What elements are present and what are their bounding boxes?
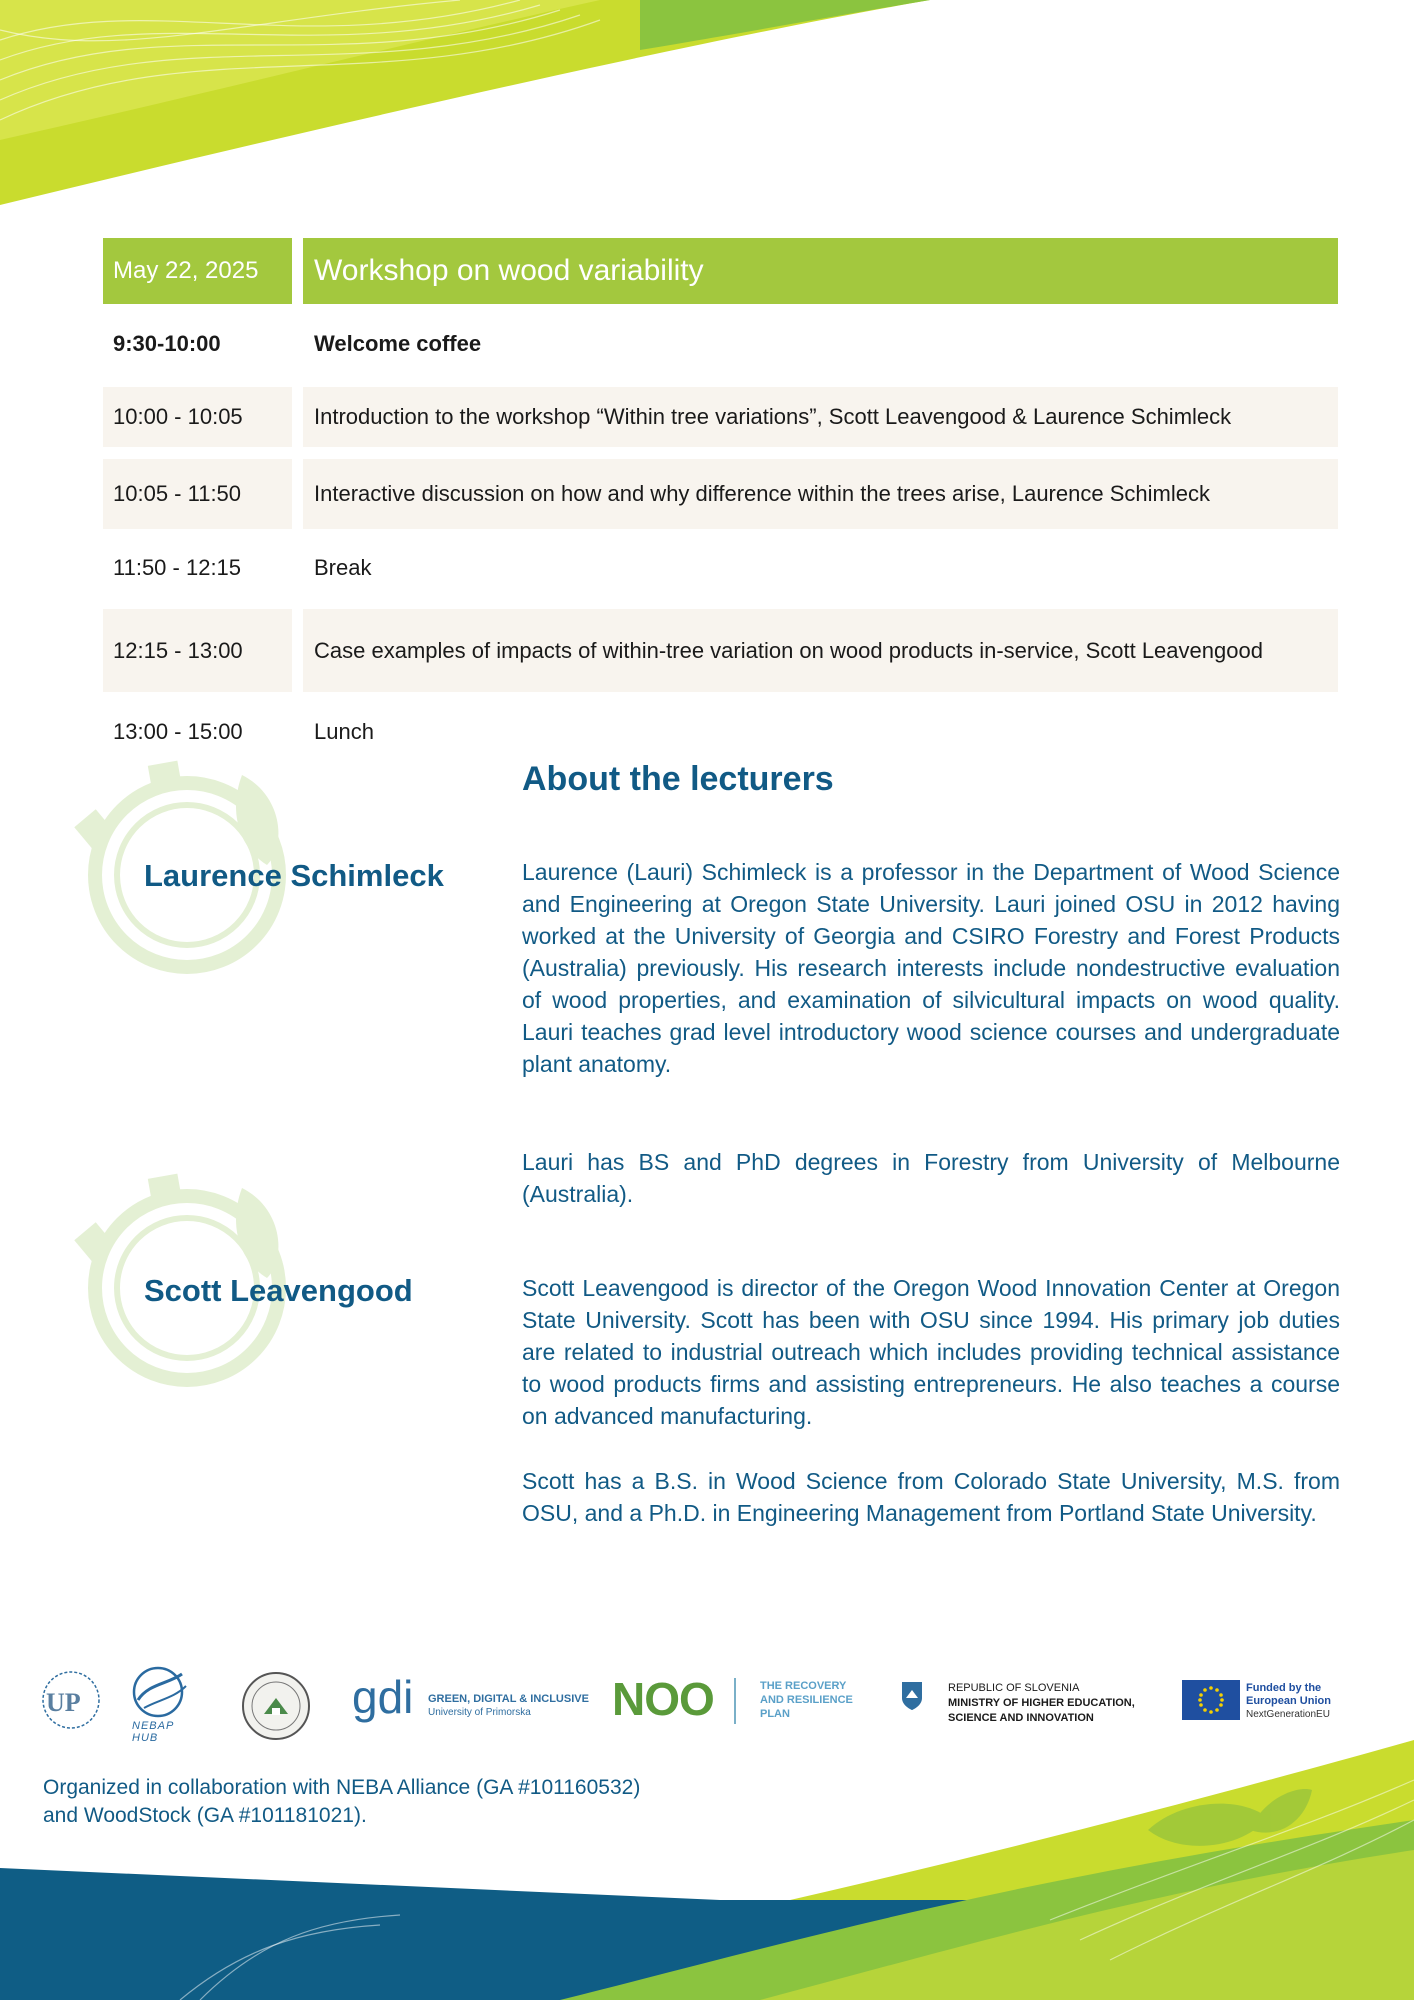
row-activity: Interactive discussion on how and why difference within the trees arise, Laurence Schimleck xyxy=(303,459,1338,529)
schedule-row xyxy=(103,702,1338,762)
eu-flag-icon xyxy=(1182,1680,1240,1720)
row-activity: Welcome coffee xyxy=(314,331,482,356)
lecturer-name: Laurence Schimleck xyxy=(144,858,444,893)
lecturer-degrees: Scott has a B.S. in Wood Science from Colorado State University, M.S. from OSU, and a Ph.D. in Engineering Management from Portland State University. xyxy=(522,1468,1340,1526)
schedule-row xyxy=(103,538,1338,598)
collaboration-line-1: Organized in collaboration with NEBA Alliance (GA #101160532) xyxy=(43,1776,641,1799)
schedule-header xyxy=(103,238,1338,304)
row-time: 13:00 - 15:00 xyxy=(113,719,243,744)
row-activity: Case examples of impacts of within-tree variation on wood products in-service, Scott Leavengood xyxy=(303,609,1338,692)
top-decoration xyxy=(0,0,1414,210)
row-time: 9:30-10:00 xyxy=(113,331,221,356)
row-activity: Lunch xyxy=(314,719,374,744)
row-time: 11:50 - 12:15 xyxy=(113,555,242,580)
collaboration-note xyxy=(43,1774,640,1830)
gdi-logo: gdi GREEN, DIGITAL & INCLUSIVE University of Primorska xyxy=(352,1671,589,1723)
up-university-logo: UP xyxy=(40,1662,102,1738)
row-activity: Introduction to the workshop “Within tree variations”, Scott Leavengood & Laurence Schimleck xyxy=(303,387,1338,447)
workshop-date: May 22, 2025 xyxy=(103,238,292,304)
nebap-hub-logo: NEBAP HUB xyxy=(124,1664,202,1740)
schedule-row xyxy=(103,387,1338,447)
row-time: 12:15 - 13:00 xyxy=(103,609,292,692)
seal-logo xyxy=(240,1670,312,1742)
schedule-row xyxy=(103,609,1338,692)
section-title: About the lecturers xyxy=(522,760,834,798)
schedule-row xyxy=(103,314,1338,374)
slovenia-coat-of-arms-icon xyxy=(900,1680,924,1712)
row-time: 10:05 - 11:50 xyxy=(103,459,292,529)
workshop-title: Workshop on wood variability xyxy=(303,238,1338,304)
row-time: 10:00 - 10:05 xyxy=(103,387,292,447)
noo-recovery-plan-logo: NOO THE RECOVERY AND RESILIENCE PLAN xyxy=(612,1673,853,1725)
lecturer-bio: Laurence (Lauri) Schimleck is a professor in the Department of Wood Science and Engineering at Oregon State University. Lauri joined OSU in 2012 having worked at the University of Georgia and CSIRO Forestry and Forest Products (Australia) previously. His research interests include nondestructive evaluation of wood properties, and examination of silvicultural impacts on wood quality. Lauri teaches grad level introductory wood science courses and undergraduate plant anatomy. xyxy=(522,859,1340,1077)
collaboration-line-2: and WoodStock (GA #101181021). xyxy=(43,1804,367,1827)
lecturer-bio: Scott Leavengood is director of the Oregon Wood Innovation Center at Oregon State University. Scott has been with OSU since 1994. His primary job duties are related to industrial outreach which includes providing technical assistance to wood products firms and assisting entrepreneurs. He also teaches a course on advanced manufacturing. xyxy=(522,1275,1340,1429)
eu-funding-logo: Funded by the European Union NextGenerationEU xyxy=(1182,1680,1342,1724)
row-activity: Break xyxy=(314,555,372,580)
slovenia-ministry-logo: REPUBLIC OF SLOVENIA MINISTRY OF HIGHER EDUCATION, SCIENCE AND INNOVATION xyxy=(900,1678,1160,1734)
schedule-row xyxy=(103,459,1338,529)
lecturer-name: Scott Leavengood xyxy=(144,1273,413,1308)
lecturer-degrees: Lauri has BS and PhD degrees in Forestry from University of Melbourne (Australia). xyxy=(522,1149,1340,1207)
